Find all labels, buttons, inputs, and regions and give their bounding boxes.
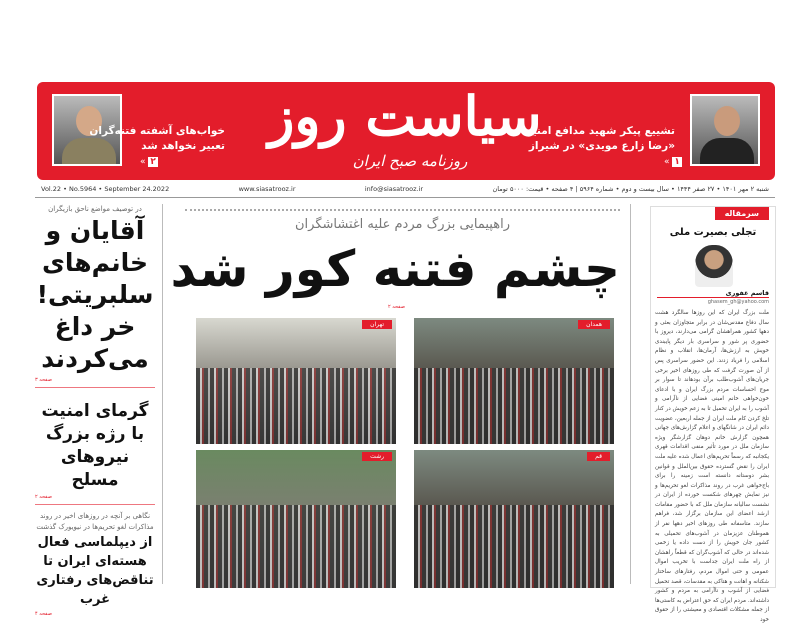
column-divider [162, 204, 163, 584]
photo-label: همدان [578, 320, 610, 329]
story-headline: آقایان و خانم‌های سلبریتی! خر داغ می‌کردند [36, 216, 154, 373]
teaser-left[interactable] [89, 124, 225, 154]
photo-tehran[interactable] [196, 318, 396, 444]
info-persian: شنبه ۲ مهر ۱۴۰۱ • ۲۷ صفر ۱۴۴۴ • سال بیست و دوم • شماره ۵۹۶۴ | ۴ صفحه • قیمت: ۵۰۰۰ تومان [492, 185, 769, 193]
author-email[interactable]: ghasem_gh@yahoo.com [707, 299, 769, 305]
teaser-left-page: « ۲ [140, 157, 156, 167]
info-english: Vol.22 • No.5964 • September 24.2022 [41, 185, 170, 193]
story-headline: از دیپلماسی فعال هسته‌ای ایران تا تناقض‌های رفتاری غرب [36, 535, 154, 607]
page-ref: صفحه ۲ [388, 304, 405, 310]
photo-qom[interactable] [414, 450, 614, 588]
teaser-line: «رضا زارع مویدی» در شیراز [528, 140, 675, 152]
divider [185, 209, 620, 211]
photo-label: قم [587, 452, 610, 461]
main-surtitle: راهپیمایی بزرگ مردم علیه اغتشاشگران [295, 217, 510, 232]
divider [35, 387, 155, 388]
teaser-photo-right [690, 94, 760, 166]
kicker: نگاهی بر آنچه در روزهای اخیر در روند مذاکرات لغو تحریم‌ها در نیویورک گذشت [36, 512, 154, 531]
editorial[interactable] [650, 206, 776, 623]
teaser-line: تشییع پیکر شهید مدافع امنیت [521, 125, 675, 137]
story[interactable] [35, 400, 155, 500]
divider [35, 504, 155, 505]
teaser-line: تعبیر نخواهد شد [141, 140, 225, 152]
masthead-logo: سیاست روز [268, 84, 542, 148]
editorial-tag: سرمقاله [715, 207, 769, 220]
editorial-body: ملت بزرگ ایران که این روزها سالگرد هشت سال دفاع مقدس‌شان در برابر متجاوزان بعثی و دهها کشور همراهشان گرامی می‌دارند، دیروز با حضوری پر شور و سراسری بار دیگر پایبندی خویش به ارزش‌ها، آرمان‌ها، انقلاب و نظام اسلامی را فریاد زدند. این حضور سراسری پس از آن صورت گرفت که طی روزهای اخیر برخی جریان‌های آشوب‌طلب برآن بودهاند تا سوار بر موج احساسات مردم بزرگ ایران و با ادعای خون‌خواهی خانم امینی فضایی از ناآرامی و آشوب را به ایران تحمیل تا به زعم خویش در کنار تلخ کردن کام ملت ایران از جمله اربعین، عضویت دائم ایران در شانگهای و اعلام گزارش‌های جهانی همچون گزارش خانم دوهان گزارشگر ویژه سازمان ملل در مورد تأثیر منفی اقدامات قهری یکجانبه که رسماً تحریم‌های اعمال شده علیه ملت ایران را نقض گسترده حقوق بین‌الملل و قوانین بشر دوستانه دانسته است زمینه را برای باج‌خواهی غرب در روند مذاکرات لغو تحریم‌ها و نیز نمایش چهرهای شکست خورده از ایران در نشست سالیانه سازمان ملل که با حضور مقامات ارشد اعضای این سازمان برگزار شد، فراهم سازند. متاسفانه طی روزهای اخیر دهها نفر از هموطنان عزیزمان در آشوب‌های تحمیلی به کشور جان خویش را از دست داده یا زخمی شده‌اند در حالی که آشوب‌گران که قطعاً راهشان از راه ملت ایران جداست با تخریب اموال عمومی و حتی اموال مردم، رفتارهای ساختار شکنانه و اهانت و هتاکی به مقدسات، قصد تحمیل فضایی از آشوب و ناآرامی به مردم و کشور داشته‌اند. مردم ایران که حق اعتراض به کاستی‌ها از جمله مشکلات اقتصادی و معیشتی را از حقوق خود [655, 310, 769, 623]
kicker: در توصیف مواضع ناحق بازیگران [48, 205, 142, 213]
photo-label: تهران [362, 320, 392, 329]
divider [35, 197, 775, 198]
info-bar [35, 185, 775, 194]
story[interactable] [35, 511, 155, 617]
photo-rasht[interactable] [196, 450, 396, 588]
info-email[interactable]: info@siasatrooz.ir [364, 185, 424, 193]
teaser-line: خواب‌های آشفته فتنه‌گران [89, 125, 225, 137]
story[interactable] [35, 204, 155, 383]
author-sketch [695, 245, 733, 287]
column-divider [630, 204, 631, 584]
info-website[interactable]: www.siasatrooz.ir [238, 185, 296, 193]
photo-label: رشت [362, 452, 392, 461]
page-ref: صفحه ۳ [35, 377, 52, 383]
author-name: قاسم غفوری [657, 289, 769, 298]
masthead-subtitle: روزنامه صبح ایران [352, 152, 468, 170]
teaser-right[interactable] [522, 124, 675, 154]
left-column [35, 204, 155, 621]
page-ref: صفحه ۲ [35, 494, 52, 500]
teaser-right-page: « ۱ [664, 157, 680, 167]
editorial-title: تجلی بصیرت ملی [669, 227, 757, 238]
story-headline: گرمای امنیت با رژه بزرگ نیروهای مسلح [41, 401, 149, 490]
main-headline[interactable]: چشم فتنه کور شد [170, 240, 620, 298]
page-ref: صفحه ۴ [35, 611, 52, 617]
photo-hamedan[interactable] [414, 318, 614, 444]
